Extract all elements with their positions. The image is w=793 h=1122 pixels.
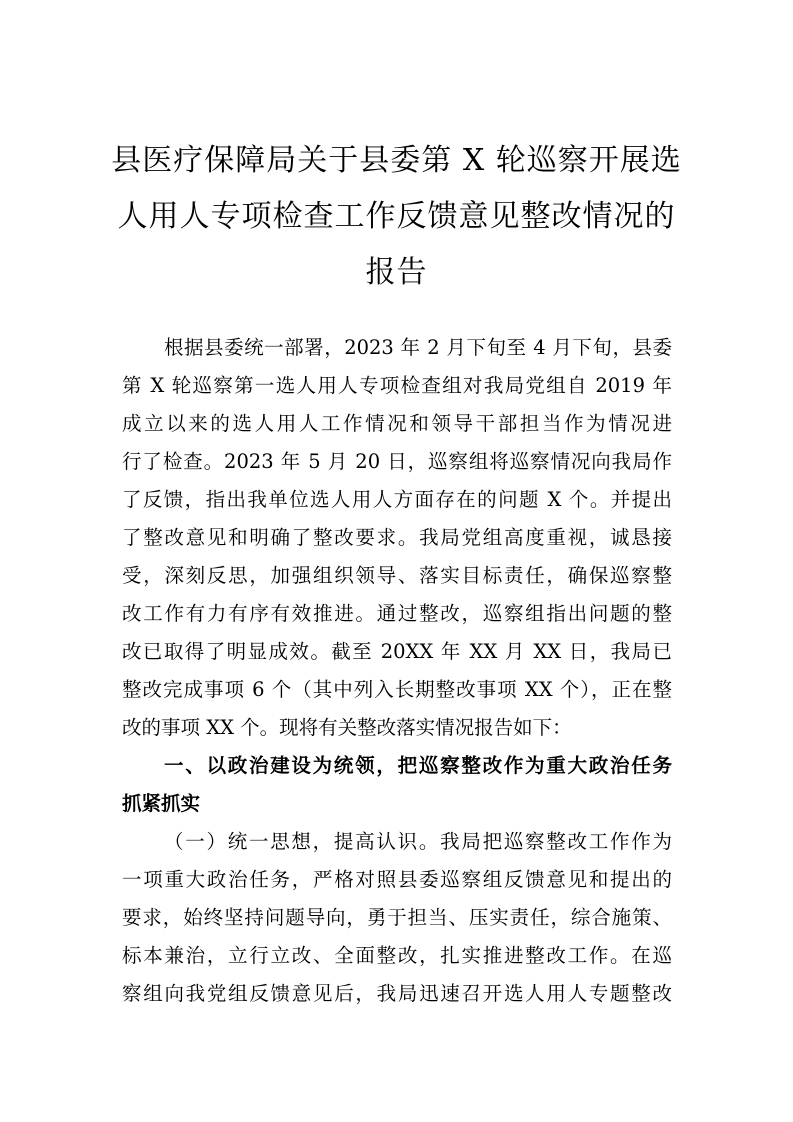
heading-line: 一、以政治建设为统领，把巡察整改作为重大政治任务	[164, 754, 672, 777]
text-line: 察组向我党组反馈意见后，我局迅速召开选人用人专题整改	[122, 982, 672, 1005]
section-heading-1	[122, 747, 672, 823]
text-line: 标本兼治，立行立改、全面整改，扎实推进整改工作。在巡	[122, 944, 672, 967]
text-line: （一）统一思想，提高认识。我局把巡察整改工作作为	[164, 830, 672, 853]
heading-line: 抓紧抓实	[122, 792, 201, 815]
title-line-1: 县医疗保障局关于县委第 X 轮巡察开展选	[111, 143, 682, 178]
text-line: 了整改意见和明确了整改要求。我局党组高度重视，诚恳接	[122, 526, 672, 549]
document-body	[122, 329, 672, 1013]
text-line: 第 X 轮巡察第一选人用人专项检查组对我局党组自 2019 年	[122, 374, 672, 397]
paragraph-intro	[122, 329, 672, 747]
title-line-3: 报告	[365, 255, 428, 290]
title-line-2: 人用人专项检查工作反馈意见整改情况的	[117, 199, 676, 234]
text-line: 了反馈，指出我单位选人用人方面存在的问题 X 个。并提出	[122, 488, 672, 511]
text-line: 成立以来的选人用人工作情况和领导干部担当作为情况进	[122, 412, 672, 435]
text-line: 一项重大政治任务，严格对照县委巡察组反馈意见和提出的	[122, 868, 672, 891]
paragraph-subsection-1	[122, 823, 672, 1013]
text-line: 改工作有力有序有效推进。通过整改，巡察组指出问题的整	[122, 602, 672, 625]
text-line: 整改完成事项 6 个（其中列入长期整改事项 XX 个），正在整	[122, 678, 672, 701]
text-line: 行了检查。2023 年 5 月 20 日，巡察组将巡察情况向我局作	[122, 450, 672, 473]
text-line: 根据县委统一部署，2023 年 2 月下旬至 4 月下旬，县委	[164, 336, 672, 359]
document-title	[110, 133, 683, 301]
text-line: 要求，始终坚持问题导向，勇于担当、压实责任，综合施策、	[122, 906, 672, 929]
text-line: 改已取得了明显成效。截至 20XX 年 XX 月 XX 日，我局已	[122, 640, 672, 663]
text-line: 改的事项 XX 个。现将有关整改落实情况报告如下：	[122, 716, 572, 739]
text-line: 受，深刻反思，加强组织领导、落实目标责任，确保巡察整	[122, 564, 672, 587]
